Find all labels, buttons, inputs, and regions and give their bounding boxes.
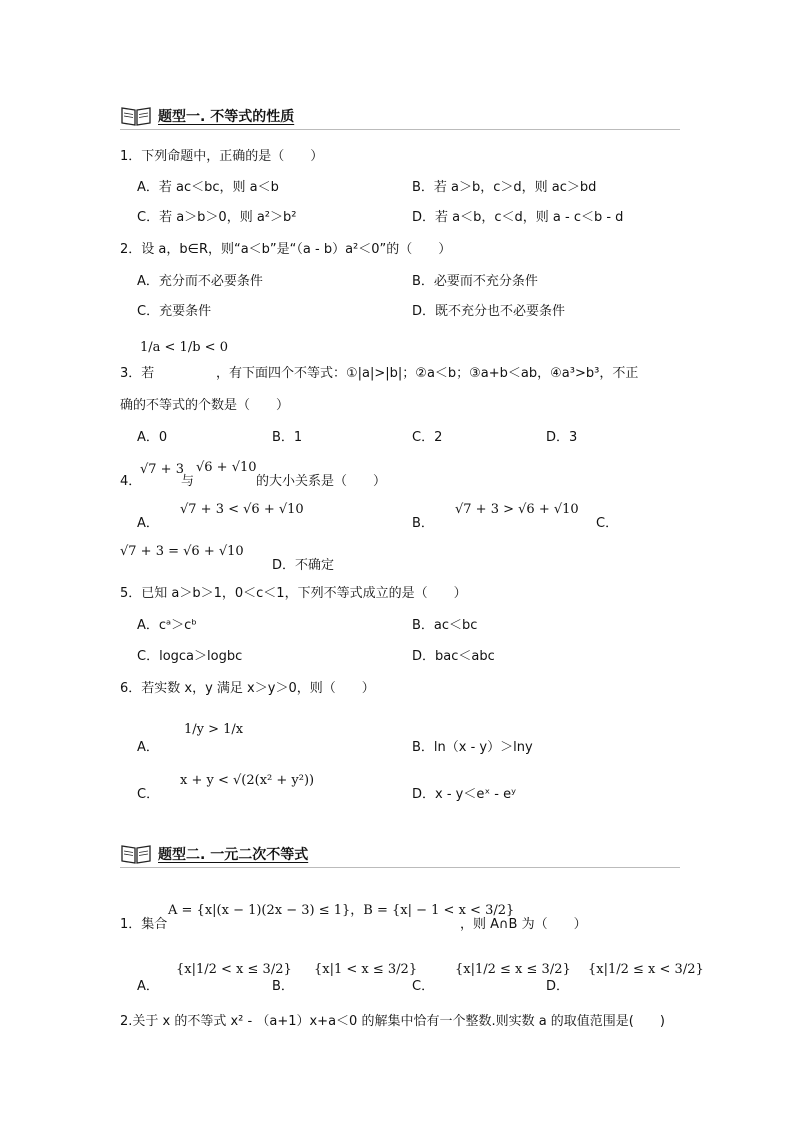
s2-q1-option-b-expr: {x|1 < x ≤ 3/2}: [314, 962, 418, 977]
s2-q1-option-d-label: D．: [546, 979, 570, 994]
s2-question-1-rest: ，则 A∩B 为（ ）: [460, 917, 587, 932]
q5-option-b: B．ac＜bc: [412, 618, 478, 633]
q4-expr-2: √6 + √10: [196, 460, 257, 475]
section-title: 题型二. 一元二次不等式: [158, 847, 309, 863]
q4-option-d: D．不确定: [272, 558, 335, 573]
q4-mid-text: 与: [181, 474, 195, 489]
q4-option-b-expr: √7 + 3 > √6 + √10: [455, 502, 579, 517]
q4-option-c-expr: √7 + 3 = √6 + √10: [120, 544, 244, 559]
q2-option-a: A．充分而不必要条件: [137, 274, 263, 289]
q6-option-c-expr: x + y < √(2(x² + y²)): [180, 773, 315, 788]
q1-option-a: A．若 ac＜bc，则 a＜b: [137, 180, 279, 195]
question-5-stem: 5．已知 a＞b＞1，0＜c＜1，下列不等式成立的是（ ）: [120, 586, 467, 601]
s2-question-2-stem: 2.关于 x 的不等式 x² - （a+1）x+a＜0 的解集中恰有一个整数.则实数 a 的取值范围是( ): [120, 1014, 665, 1029]
s2-q1-option-a-expr: {x|1/2 < x ≤ 3/2}: [176, 962, 292, 977]
q4-option-b-label: B．: [412, 516, 434, 531]
question-2-stem: 2．设 a，b∈R，则“a＜b”是“（a - b）a²＜0”的（ ）: [120, 242, 452, 257]
q1-option-c: C．若 a＞b＞0，则 a²＞b²: [137, 210, 297, 225]
section-header-1: [120, 104, 294, 128]
s2-q1-set-expr: A = {x|(x − 1)(2x − 3) ≤ 1}，B = {x| − 1 < x < 3/2}: [168, 903, 515, 918]
q2-option-c: C．充要条件: [137, 304, 212, 319]
q6-option-a-label: A．: [137, 740, 159, 755]
q6-option-c-label: C．: [137, 787, 160, 802]
q4-option-c-label: C．: [596, 516, 619, 531]
q3-option-a: A．0: [137, 430, 168, 445]
s2-q1-option-c-label: C．: [412, 979, 435, 994]
q5-option-d: D．bac＜abc: [412, 649, 495, 664]
s2-q1-option-c-expr: {x|1/2 ≤ x ≤ 3/2}: [455, 962, 571, 977]
section-header-2: [120, 842, 308, 866]
section-divider: [120, 129, 680, 130]
q1-option-b: B．若 a＞b，c＞d，则 ac＞bd: [412, 180, 597, 195]
q3-condition-math: 1/a < 1/b < 0: [140, 340, 228, 355]
q3-option-d: D．3: [546, 430, 578, 445]
question-3-line2: 确的不等式的个数是（ ）: [120, 398, 290, 413]
q5-option-c: C．logca＞logbc: [137, 649, 243, 664]
s2-q1-option-b-label: B．: [272, 979, 294, 994]
q4-option-a-expr: √7 + 3 < √6 + √10: [180, 502, 304, 517]
question-3-prefix: 3．若: [120, 366, 155, 381]
book-icon: [120, 105, 152, 127]
q6-option-a-expr: 1/y > 1/x: [184, 722, 244, 737]
q3-option-c: C．2: [412, 430, 443, 445]
q4-option-a-label: A．: [137, 516, 159, 531]
book-icon: [120, 843, 152, 865]
q5-option-a: A．cᵃ＞cᵇ: [137, 618, 197, 633]
s2-q1-option-d-expr: {x|1/2 ≤ x < 3/2}: [588, 962, 704, 977]
q1-option-d: D．若 a＜b，c＜d，则 a - c＜b - d: [412, 210, 624, 225]
question-4-rest: 的大小关系是（ ）: [256, 474, 387, 489]
question-3-rest: ，有下面四个不等式：①|a|>|b|；②a＜b；③a+b＜ab，④a³>b³，不正: [216, 366, 639, 381]
question-4-number: 4．: [120, 474, 142, 489]
q2-option-d: D．既不充分也不必要条件: [412, 304, 566, 319]
question-6-stem: 6．若实数 x，y 满足 x＞y＞0，则（ ）: [120, 681, 375, 696]
section-divider: [120, 867, 680, 868]
q2-option-b: B．必要而不充分条件: [412, 274, 538, 289]
s2-question-1-prefix: 1．集合: [120, 917, 168, 932]
q3-option-b: B．1: [272, 430, 303, 445]
q6-option-b: B．ln（x - y）＞lny: [412, 740, 533, 755]
question-1-stem: 1．下列命题中，正确的是（ ）: [120, 149, 324, 164]
q6-option-d: D．x - y＜eˣ - eʸ: [412, 787, 516, 802]
section-title: 题型一. 不等式的性质: [158, 109, 295, 125]
q4-expr-1: √7 + 3: [140, 462, 184, 477]
s2-q1-option-a-label: A．: [137, 979, 159, 994]
